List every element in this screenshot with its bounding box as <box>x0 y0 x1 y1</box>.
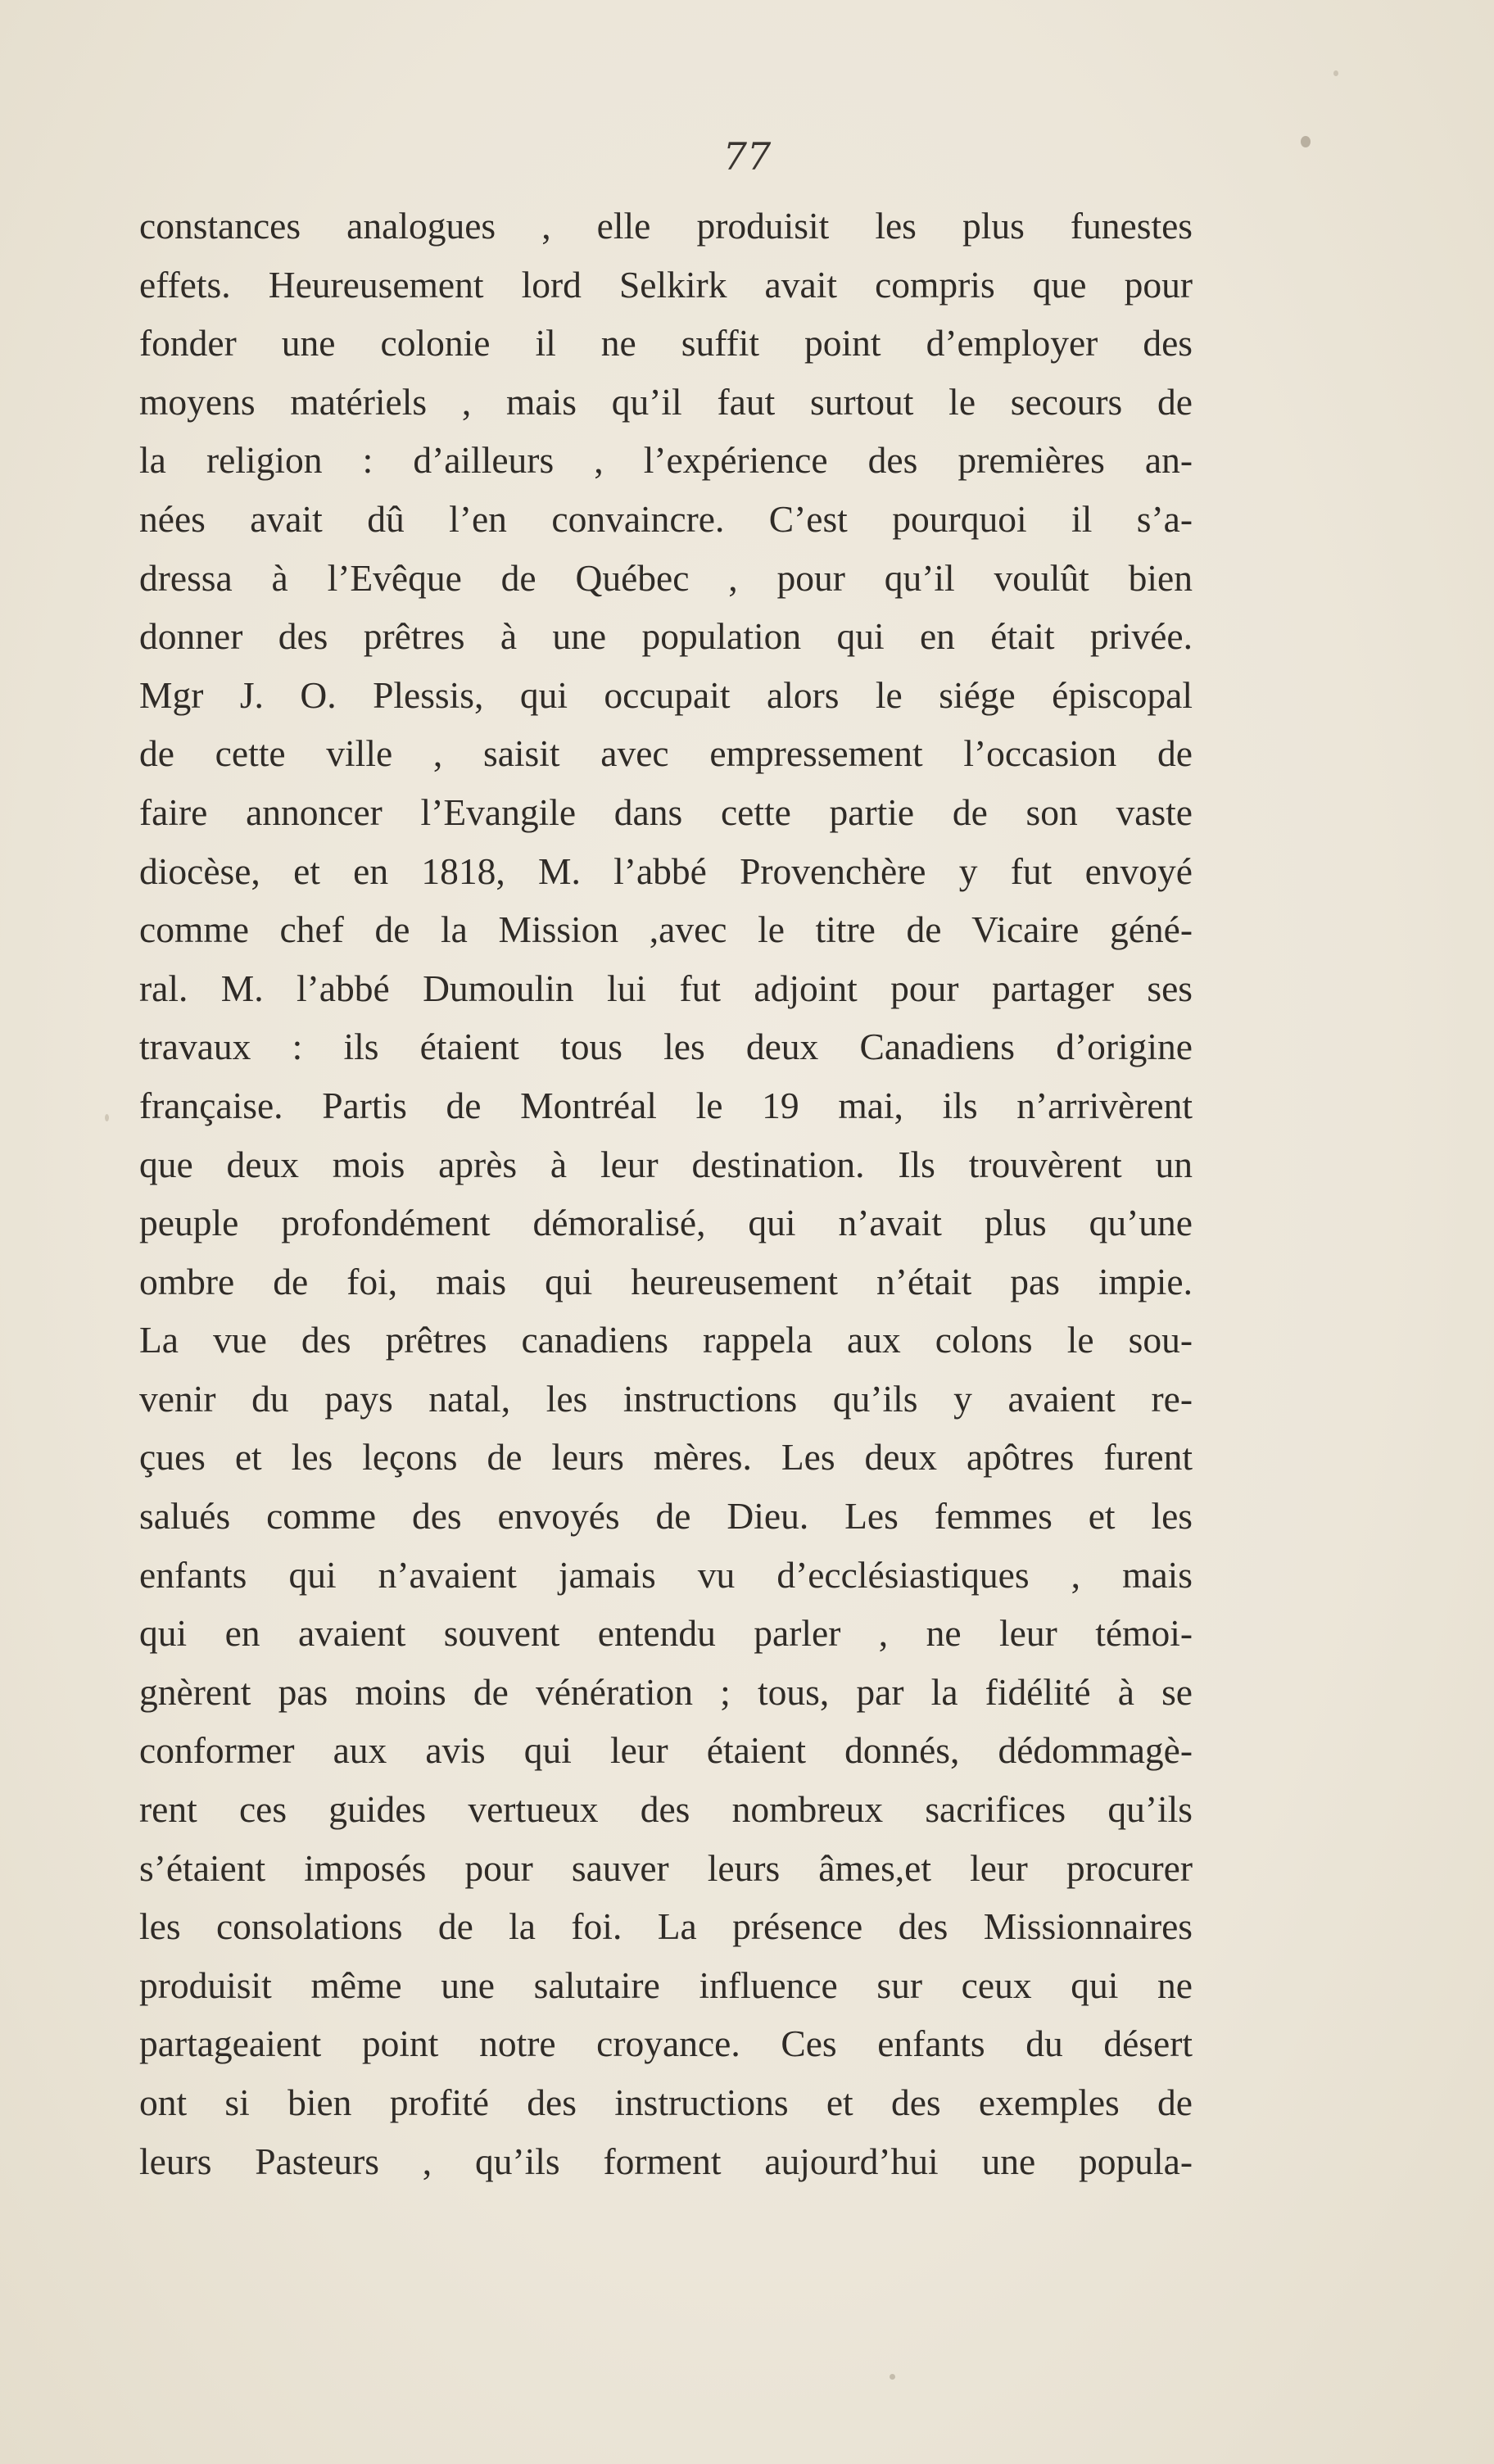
text-line: venir du pays natal, les instructions qu’ils y avaient re- <box>139 1377 1193 1420</box>
text-line: conformer aux avis qui leur étaient donnés, dédommagè- <box>139 1729 1193 1772</box>
text-line: diocèse, et en 1818, M. l’abbé Provenchère y fut envoyé <box>139 849 1193 892</box>
text-line: de cette ville , saisit avec empressement l’occasion de <box>139 732 1193 775</box>
paper-speck <box>890 2374 895 2380</box>
text-line: fonder une colonie il ne suffit point d’employer des <box>139 322 1193 365</box>
text-line: les consolations de la foi. La présence des Missionnaires <box>139 1905 1193 1948</box>
text-line: comme chef de la Mission ,avec le titre de Vicaire géné- <box>139 908 1193 951</box>
paper-speck <box>1333 70 1338 76</box>
text-line: que deux mois après à leur destination. Ils trouvèrent un <box>139 1143 1193 1185</box>
text-line: la religion : d’ailleurs , l’expérience des premières an- <box>139 439 1193 482</box>
text-line: leurs Pasteurs , qu’ils forment aujourd’hui une popula- <box>139 2140 1193 2182</box>
text-line: faire annoncer l’Evangile dans cette partie de son vaste <box>139 790 1193 833</box>
page-number: 77 <box>722 134 772 179</box>
text-line: ombre de foi, mais qui heureusement n’était pas impie. <box>139 1260 1193 1302</box>
text-line: partageaient point notre croyance. Ces enfants du désert <box>139 2022 1193 2065</box>
body-text <box>139 197 1193 2190</box>
text-line: Mgr J. O. Plessis, qui occupait alors le siége épiscopal <box>139 673 1193 716</box>
text-line: enfants qui n’avaient jamais vu d’ecclésiastiques , mais <box>139 1553 1193 1596</box>
text-line: nées avait dû l’en convaincre. C’est pourquoi il s’a- <box>139 497 1193 540</box>
text-line: La vue des prêtres canadiens rappela aux colons le sou- <box>139 1319 1193 1361</box>
text-line: produisit même une salutaire influence sur ceux qui ne <box>139 1964 1193 2006</box>
text-line: peuple profondément démoralisé, qui n’avait plus qu’une <box>139 1202 1193 1244</box>
text-line: dressa à l’Evêque de Québec , pour qu’il voulût bien <box>139 556 1193 599</box>
text-line: travaux : ils étaient tous les deux Canadiens d’origine <box>139 1026 1193 1068</box>
text-line: rent ces guides vertueux des nombreux sacrifices qu’ils <box>139 1788 1193 1831</box>
text-line: salués comme des envoyés de Dieu. Les femmes et les <box>139 1495 1193 1538</box>
text-line: donner des prêtres à une population qui en était privée. <box>139 615 1193 658</box>
text-line: çues et les leçons de leurs mères. Les deux apôtres furent <box>139 1436 1193 1479</box>
text-line: effets. Heureusement lord Selkirk avait compris que pour <box>139 263 1193 306</box>
text-line: qui en avaient souvent entendu parler , ne leur témoi- <box>139 1612 1193 1655</box>
paper-speck <box>1301 136 1311 147</box>
text-line: ont si bien profité des instructions et des exemples de <box>139 2081 1193 2123</box>
text-line: constances analogues , elle produisit les plus funestes <box>139 205 1193 247</box>
text-line: française. Partis de Montréal le 19 mai, ils n’arrivèrent <box>139 1084 1193 1126</box>
text-line: gnèrent pas moins de vénération ; tous, par la fidélité à se <box>139 1670 1193 1713</box>
text-line: ral. M. l’abbé Dumoulin lui fut adjoint pour partager ses <box>139 967 1193 1009</box>
text-line: moyens matériels , mais qu’il faut surtout le secours de <box>139 380 1193 423</box>
text-line: s’étaient imposés pour sauver leurs âmes,et leur procurer <box>139 1846 1193 1889</box>
paper-speck <box>105 1114 109 1121</box>
